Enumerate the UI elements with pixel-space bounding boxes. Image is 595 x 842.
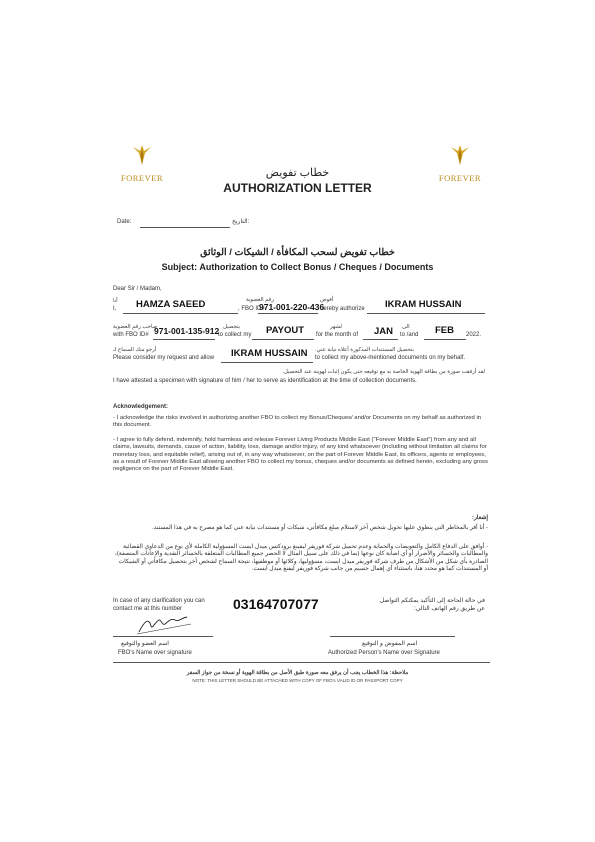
footer-note-english: NOTE: THIS LETTER SHOULD BE ATTACHED WITH COPY OF FBO's VALID ID OR PASSPORT COPY <box>192 678 403 683</box>
fbo-label: , FBO ID# <box>238 306 265 312</box>
member-name-line <box>123 313 238 314</box>
collect-docs-label: to collect my above-mentioned documents on my behalf. <box>315 355 466 361</box>
month-label: for the month of <box>316 332 359 338</box>
ack-paragraph-1: - I acknowledge the risks involved in authorizing another FBO to collect my Bonus/Cheques/ and/or Documents on my behalf as authorized in this document. <box>113 415 482 429</box>
salutation: Dear Sir / Madam, <box>113 286 162 292</box>
collect-item: PAYOUT <box>266 325 305 336</box>
footer-note-arabic: ملاحظة: هذا الخطاب يجب أن يرفق معه صورة طبق الأصل من بطاقة الهوية أو نسخة من جواز السفر <box>186 670 409 676</box>
aloe-bird-icon <box>448 143 472 167</box>
holder-label-ar: صاحب رقم العضوية <box>113 324 158 330</box>
fbo-signature <box>135 614 195 636</box>
to-label-ar: الى <box>402 324 410 330</box>
i-label: I, <box>113 306 117 312</box>
authorize-label-ar: أفوض <box>320 297 334 303</box>
month-to: FEB <box>435 325 454 336</box>
date-label-arabic: التاريخ: <box>232 219 250 225</box>
ack-heading: Acknowledgement: <box>113 404 169 410</box>
holder-label: with FBO ID# <box>113 332 149 338</box>
contact-arabic-line1: في حالة الحاجة إلى التأكيد يمكنكم التواصل <box>379 598 485 604</box>
member-fbo-id: 971-001-220-436 <box>259 302 325 312</box>
please-label: Please consider my request and allow <box>113 355 215 361</box>
footer-divider <box>113 662 490 663</box>
subject-english: Subject: Authorization to Collect Bonus / Cheques / Documents <box>161 262 434 272</box>
month-from-line <box>363 339 398 340</box>
title-arabic: خطاب تفويض <box>265 167 330 179</box>
ack-paragraph-2-ar: - أوافق على الدفاع الكامل والتعويضات والحماية وعدم تحميل شركة فوريفر ليفينغ برودكتس ميدل ايست المسؤولية الكاملة لأي نوع من الدعاوي القضائية والمطالبات والخسائر والأضرار أو أي اصابة كان نوعها (بما في ذلك على سبيل المثال لا الحصر جميع المطالبات المتعلقة بالخسائر النقدية والإعانات المتصفة)، الصادرة بأي شكل من الأشكال من طرف شركة فوريفر ميدل ايست، مسؤوليها، وكلائها أو موظفيها، نتيجة السماح لشخص آخر بتحصيل مكافأتي أو الشيكات أو المستندات كما هو محدد هنا، باستثناء أي إهمال جسيم من جانب شركة فوريفر ليفنغ ميدل ايست. <box>114 544 488 572</box>
contact-label-line1: In case of any clarification you can <box>113 598 205 604</box>
attest-arabic: لقد أرفقت صورة من بطاقة الهوية الخاصة به مع توقيعه حتى يكون إثبات لهويته عند التحصيل. <box>282 369 485 375</box>
date-line <box>140 227 230 228</box>
please-label-ar: أرجو منك السماح لـ <box>113 347 157 353</box>
year: 2022. <box>466 332 482 338</box>
authorized-name-line <box>367 313 485 314</box>
authorized-signature-label: Authorized Person's Name over Signature <box>328 650 440 656</box>
fbo-signature-label-ar: اسم العضو والتوقيع <box>121 641 169 647</box>
contact-label-line2: contact me at this number <box>113 606 183 612</box>
authorized-name: IKRAM HUSSAIN <box>385 299 462 310</box>
collect-item-line <box>252 339 314 340</box>
month-from: JAN <box>374 326 394 337</box>
authorized-signature-label-ar: اسم المفوض و التوقيع <box>362 641 418 647</box>
brand-name: FOREVER <box>438 173 482 183</box>
fbo-signature-label: FBO's Name over signature <box>118 650 192 656</box>
member-fbo-line <box>258 313 318 314</box>
contact-arabic-line2: عن طريق رقم الهاتف التالي: <box>414 606 485 612</box>
collect-docs-ar: بتحصيل المستندات المذكورة أعلاه نيابة عني. <box>315 347 414 353</box>
date-label: Date: <box>117 219 132 225</box>
brand-name: FOREVER <box>120 173 164 183</box>
collect-label: to collect my <box>218 332 252 338</box>
fbo-signature-line <box>113 636 213 637</box>
authorized-signature-line <box>330 636 455 637</box>
month-label-ar: لشهر <box>330 324 342 330</box>
allowed-name-line <box>221 362 313 363</box>
subject-arabic: خطاب تفويض لسحب المكافأة / الشيكات / الوثائق <box>200 247 395 258</box>
collect-label-ar: بتحصيل <box>223 324 240 330</box>
authorize-label: hereby authorize <box>320 306 365 312</box>
authorized-fbo-id: 971-001-135-912 <box>154 326 220 336</box>
to-label: to /and <box>400 332 419 338</box>
aloe-bird-icon <box>130 143 154 167</box>
ack-paragraph-2: - I agree to fully defend, indemnify, hold harmless and release Forever Living Products Middle East ("Forever Middle East") from any and all claims, lawsuits, demands, cause of action, liability, loss, damage and/or injury, of any kind whatsoever (including without limitation all claims for monetary loss, and equitable relief), arising out of, in any way whatsoever, on the part of Forever Middle East, its officers, agents or employees, as a result of Forever Middle East allowing another FBO to collect my bonus, cheques and/or documents as defined herein, excluding any gross negligence on the part of Forever Middle East. <box>113 437 488 473</box>
ack-heading-ar: إشعار: <box>471 515 488 521</box>
page-title: AUTHORIZATION LETTER <box>223 181 372 195</box>
fbo-label-ar: رقم العضوية <box>246 297 274 303</box>
member-name: HAMZA SAEED <box>136 299 206 310</box>
month-to-line <box>424 339 466 340</box>
i-label-ar: أنا <box>113 298 118 304</box>
attest-english: I have attested a specimen with signature of him / her to serve as identification at the time of collection documents. <box>113 378 417 384</box>
contact-number: 03164707077 <box>233 596 319 612</box>
authorized-fbo-line <box>153 339 215 340</box>
allowed-name: IKRAM HUSSAIN <box>231 348 308 359</box>
ack-paragraph-1-ar: - أنا أقر بالمخاطر التي ينطوي عليها تخويل شخص آخر لاستلام مبلغ مكافأتي، شيكات أو مستندات نيابة عني كما هو مصرح به في هذا المستند. <box>152 525 488 531</box>
